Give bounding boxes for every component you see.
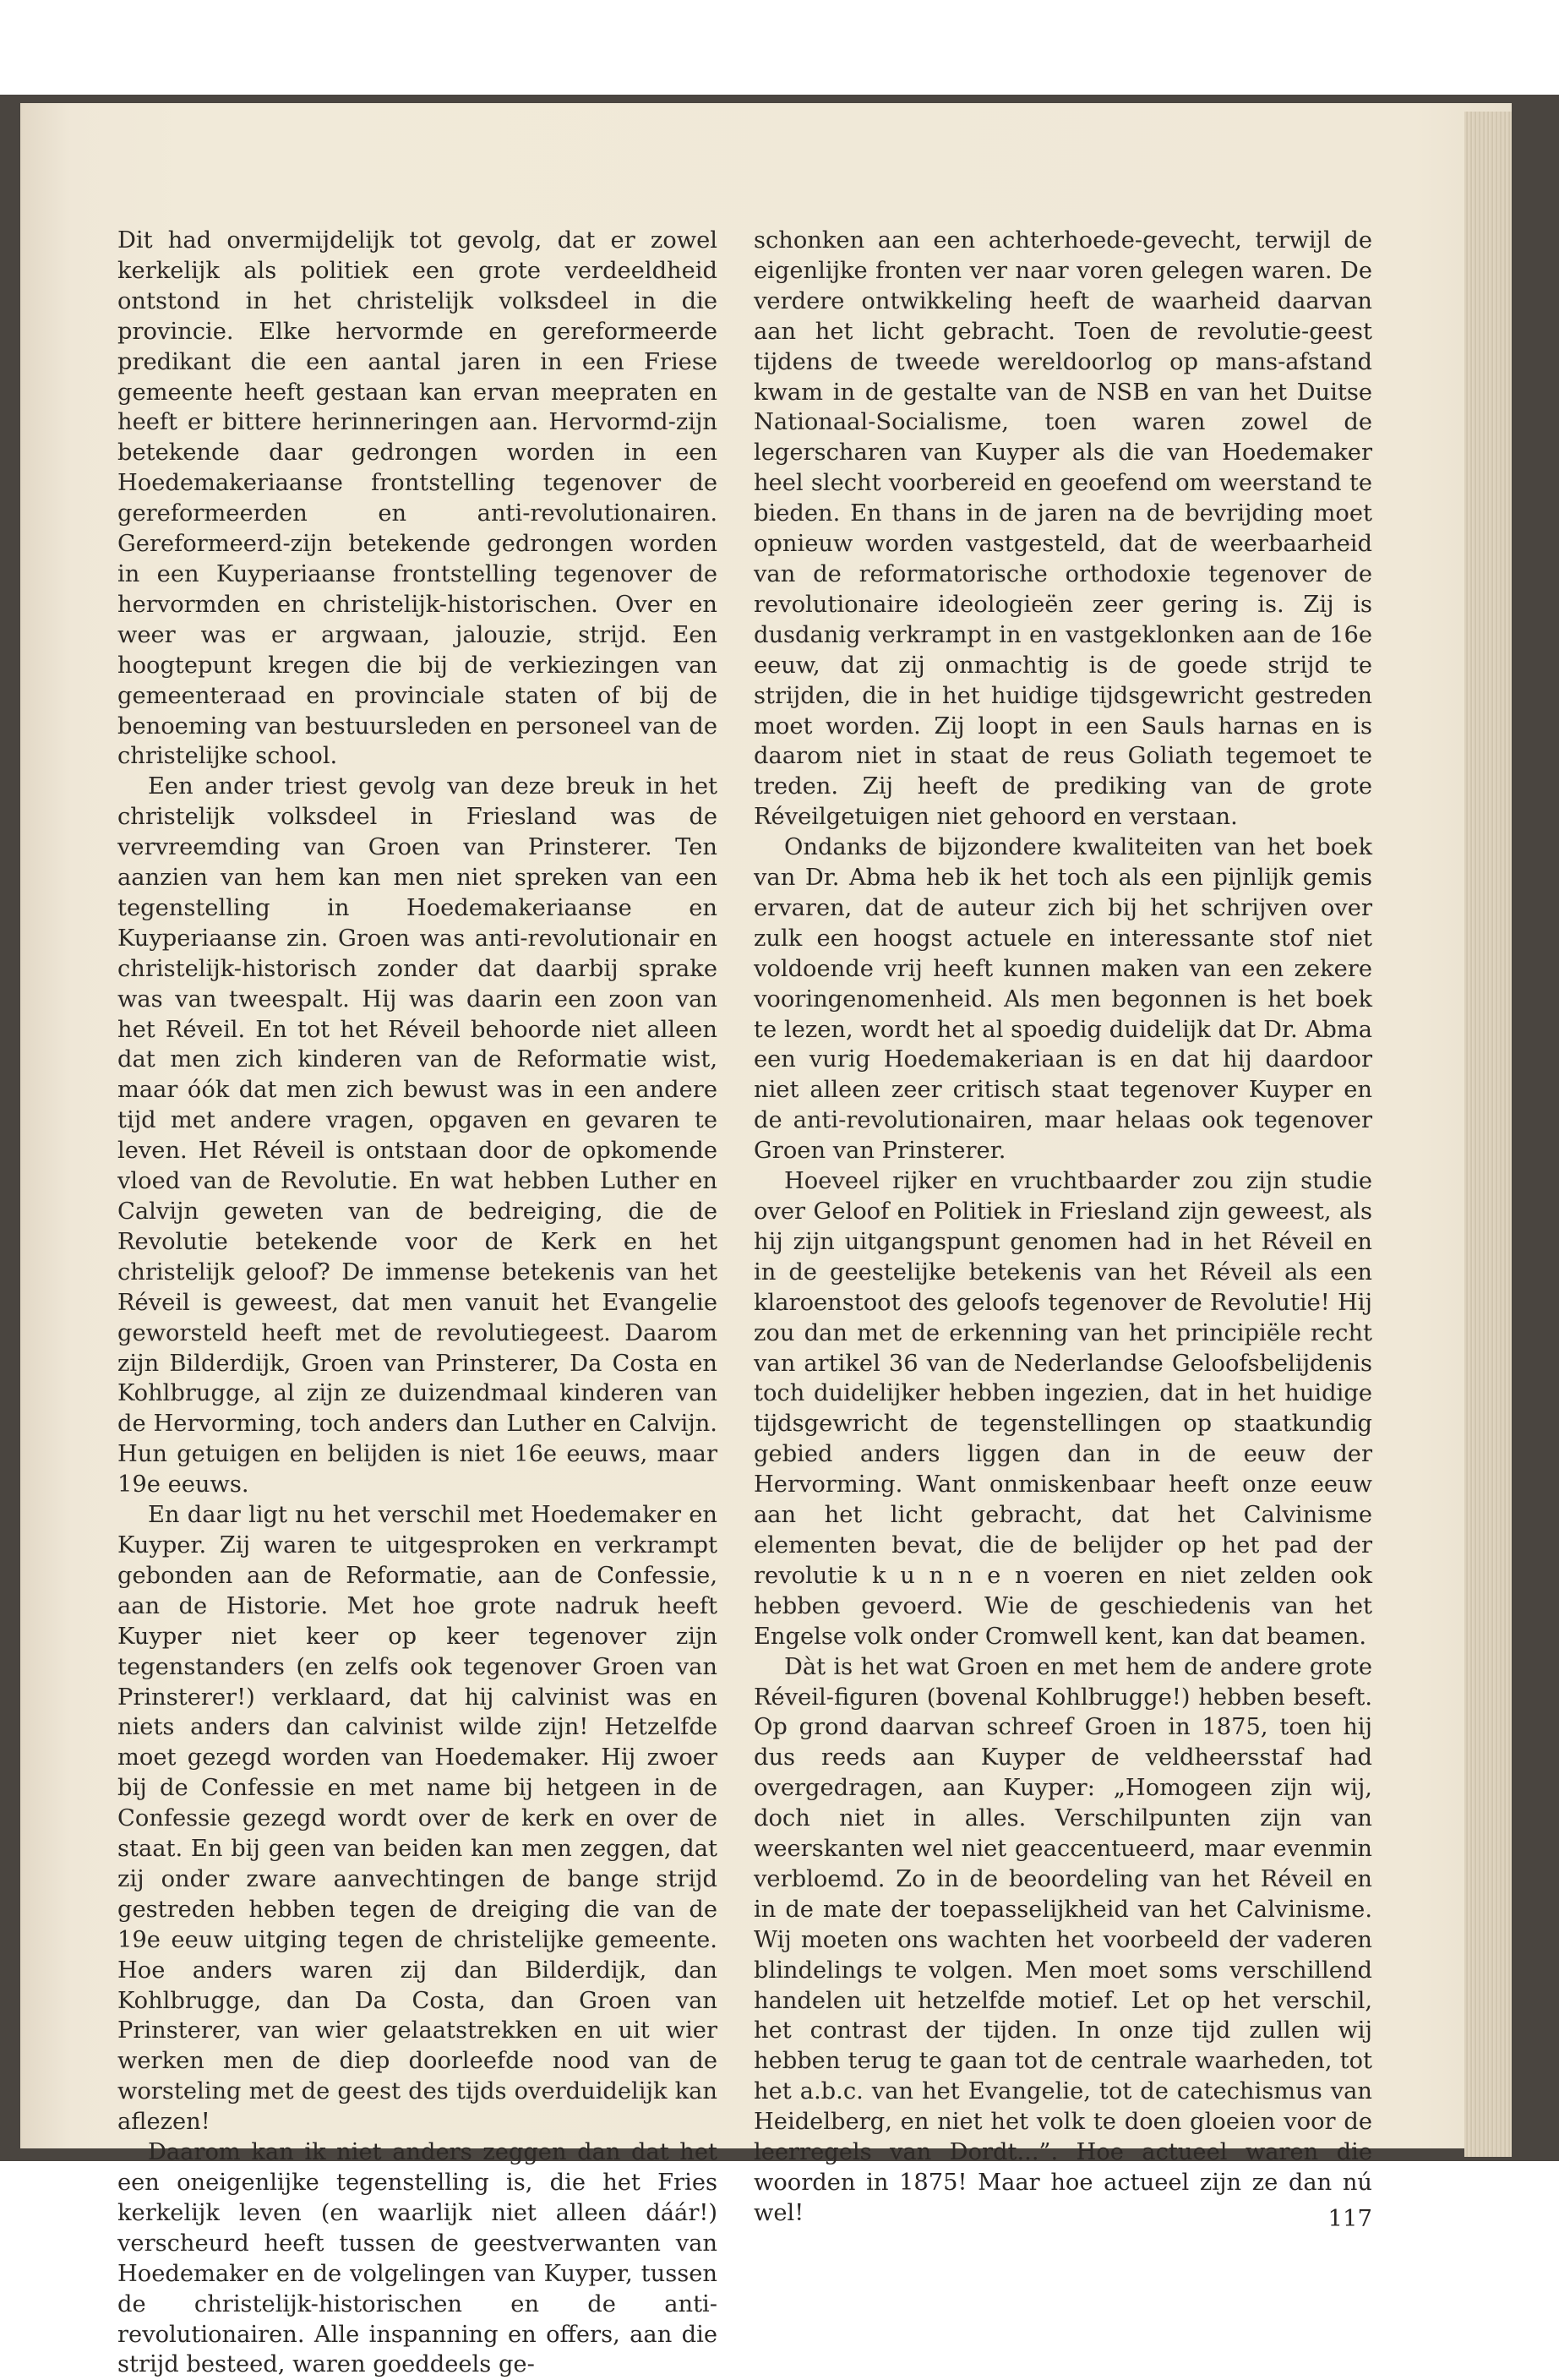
paragraph: Dàt is het wat Groen en met hem de andere grote Réveil-figuren (bovenal Kohlbrugge!) hebben beseft. Op grond daarvan schreef Groen in 1875, toen hij dus reeds aan Kuyper de veldheersstaf had overgedragen, aan Kuyper: „Homogeen zijn wij, doch niet in alles. Verschilpunten zijn van weerskanten wel niet geaccentueerd, maar evenmin verbloemd. Zo in de beoordeling van het Réveil en in de mate der toepasselijkheid van het Calvinisme. Wij moeten ons wachten het voorbeeld der vaderen blindelings te volgen. Men moet soms verschillend handelen uit hetzelfde motief. Let op het verschil, het contrast der tijden. In onze tijd zullen wij hebben terug te gaan tot de centrale waarheden, tot het a.b.c. van het Evangelie, tot de catechismus van Heidelberg, en niet het volk te doen gloeien voor de leerregels van Dordt...”. Hoe actueel waren die woorden in 1875! Maar hoe actueel zijn ze dan nú wel! <box>754 1653 1372 2226</box>
paragraph: Een ander triest gevolg van deze breuk in het christelijk volksdeel in Friesland was de vervreemding van Groen van Prinsterer. Ten aanzien van hem kan men niet spreken van een tegenstelling in Hoedemakeriaanse en Kuyperiaanse zin. Groen was anti-revolutionair en christelijk-historisch zonder dat daarbij sprake was van tweespalt. Hij was daarin een zoon van het Réveil. En tot het Réveil behoorde niet alleen dat men zich kinderen van de Reformatie wist, maar óók dat men zich bewust was in een andere tijd met andere vragen, opgaven en gevaren te leven. Het Réveil is ontstaan door de opkomende vloed van de Revolutie. En wat hebben Luther en Calvijn geweten van de bedreiging, die de Revolutie betekende voor de Kerk en het christelijk geloof? De immense betekenis van het Réveil is geweest, dat men vanuit het Evangelie geworsteld heeft met de revolutiegeest. Daarom zijn Bilderdijk, Groen van Prinsterer, Da Costa en Kohlbrugge, al zijn ze duizendmaal kinderen van de Hervorming, toch anders dan Luther en Calvijn. Hun getuigen en belijden is niet 16e eeuws, maar 19e eeuws. <box>117 773 717 1498</box>
page-stack-edge <box>1464 112 1512 2157</box>
right-column <box>754 226 1372 2229</box>
page-number: 117 <box>1327 2205 1372 2232</box>
book-page <box>20 103 1512 2378</box>
paragraph: Daarom kan ik niet anders zeggen dan dat het een oneigenlijke tegenstelling is, die het Fries kerkelijk leven (en waarlijk niet alleen dáár!) verscheurd heeft tussen de geestverwanten van Hoedemaker en de volgelingen van Kuyper, tussen de christelijk-historischen en de anti-revolutionairen. Alle inspanning en offers, aan die strijd besteed, waren goeddeels ge- <box>117 2139 717 2378</box>
paragraph: Hoeveel rijker en vruchtbaarder zou zijn studie over Geloof en Politiek in Friesland zijn geweest, als hij zijn uitgangspunt genomen had in het Réveil en in de geestelijke betekenis van het Réveil als een klaroenstoot des geloofs tegenover de Revolutie! Hij zou dan met de erkenning van het principiële recht van artikel 36 van de Nederlandse Geloofsbelijdenis toch duidelijker hebben ingezien, dat in het huidige tijdsgewricht de tegenstellingen op staatkundig gebied anders liggen dan in de eeuw der Hervorming. Want onmiskenbaar heeft onze eeuw aan het licht gebracht, dat het Calvinisme elementen bevat, die de belijder op het pad der revolutie k u n n e n voeren en niet zelden ook hebben gevoerd. Wie de geschiedenis van het Engelse volk onder Cromwell kent, kan dat beamen. <box>754 1168 1372 1650</box>
scan-background <box>0 95 1559 2378</box>
paragraph: En daar ligt nu het verschil met Hoedemaker en Kuyper. Zij waren te uitgesproken en verkrampt gebonden aan de Reformatie, aan de Confessie, aan de Historie. Met hoe grote nadruk heeft Kuyper niet keer op keer tegenover zijn tegenstanders (en zelfs ook tegenover Groen van Prinsterer!) verklaard, dat hij calvinist was en niets anders dan calvinist wilde zijn! Hetzelfde moet gezegd worden van Hoedemaker. Hij zwoer bij de Confessie en met name bij hetgeen in de Confessie gezegd wordt over de kerk en over de staat. En bij geen van beiden kan men zeggen, dat zij onder zware aanvechtingen de bange strijd gestreden hebben tegen de dreiging die van de 19e eeuw uitging tegen de christelijke gemeente. Hoe anders waren zij dan Bilderdijk, dan Kohlbrugge, dan Da Costa, dan Groen van Prinsterer, van wier gelaatstrekken en uit wier werken men de diep doorleefde nood van de worsteling met de geest des tijds overduidelijk kan aflezen! <box>117 1502 717 2136</box>
paragraph: schonken aan een achterhoede-gevecht, terwijl de eigenlijke fronten ver naar voren gelegen waren. De verdere ontwikkeling heeft de waarheid daarvan aan het licht gebracht. Toen de revolutie-geest tijdens de tweede wereldoorlog op mans-afstand kwam in de gestalte van de NSB en van het Duitse Nationaal-Socialisme, toen waren zowel de legerscharen van Kuyper als die van Hoedemaker heel slecht voorbereid en geoefend om weerstand te bieden. En thans in de jaren na de bevrijding moet opnieuw worden vastgesteld, dat de weerbaarheid van de reformatorische orthodoxie tegenover de revolutionaire ideologieën zeer gering is. Zij is dusdanig verkrampt in en vastgeklonken aan de 16e eeuw, dat zij onmachtig is de goede strijd te strijden, die in het huidige tijdsgewricht gestreden moet worden. Zij loopt in een Sauls harnas en is daarom niet in staat de reus Goliath tegemoet te treden. Zij heeft de prediking van de grote Réveilgetuigen niet gehoord en verstaan. <box>754 227 1372 831</box>
paragraph: Dit had onvermijdelijk tot gevolg, dat er zowel kerkelijk als politiek een grote verdeeldheid ontstond in het christelijk volksdeel in die provincie. Elke hervormde en gereformeerde predikant die een aantal jaren in een Friese gemeente heeft gestaan kan ervan meepraten en heeft er bittere herinneringen aan. Hervormd-zijn betekende daar gedrongen worden in een Hoedemakeriaanse frontstelling tegenover de gereformeerden en anti-revolutionairen. Gereformeerd-zijn betekende gedrongen worden in een Kuyperiaanse frontstelling tegenover de hervormden en christelijk-historischen. Over en weer was er argwaan, jalouzie, strijd. Een hoogtepunt kregen die bij de verkiezingen van gemeenteraad en provinciale staten of bij de benoeming van bestuursleden en personeel van de christelijke school. <box>117 227 717 770</box>
paragraph: Ondanks de bijzondere kwaliteiten van het boek van Dr. Abma heb ik het toch als een pijnlijk gemis ervaren, dat de auteur zich bij het schrijven over zulk een hoogst actuele en interessante stof niet voldoende vrij heeft kunnen maken van een zekere vooringenomenheid. Als men begonnen is het boek te lezen, wordt het al spoedig duidelijk dat Dr. Abma een vurig Hoedemakeriaan is en dat hij daardoor niet alleen zeer critisch staat tegenover Kuyper en de anti-revolutionairen, maar helaas ook tegenover Groen van Prinsterer. <box>754 834 1372 1165</box>
left-column <box>117 226 717 2380</box>
